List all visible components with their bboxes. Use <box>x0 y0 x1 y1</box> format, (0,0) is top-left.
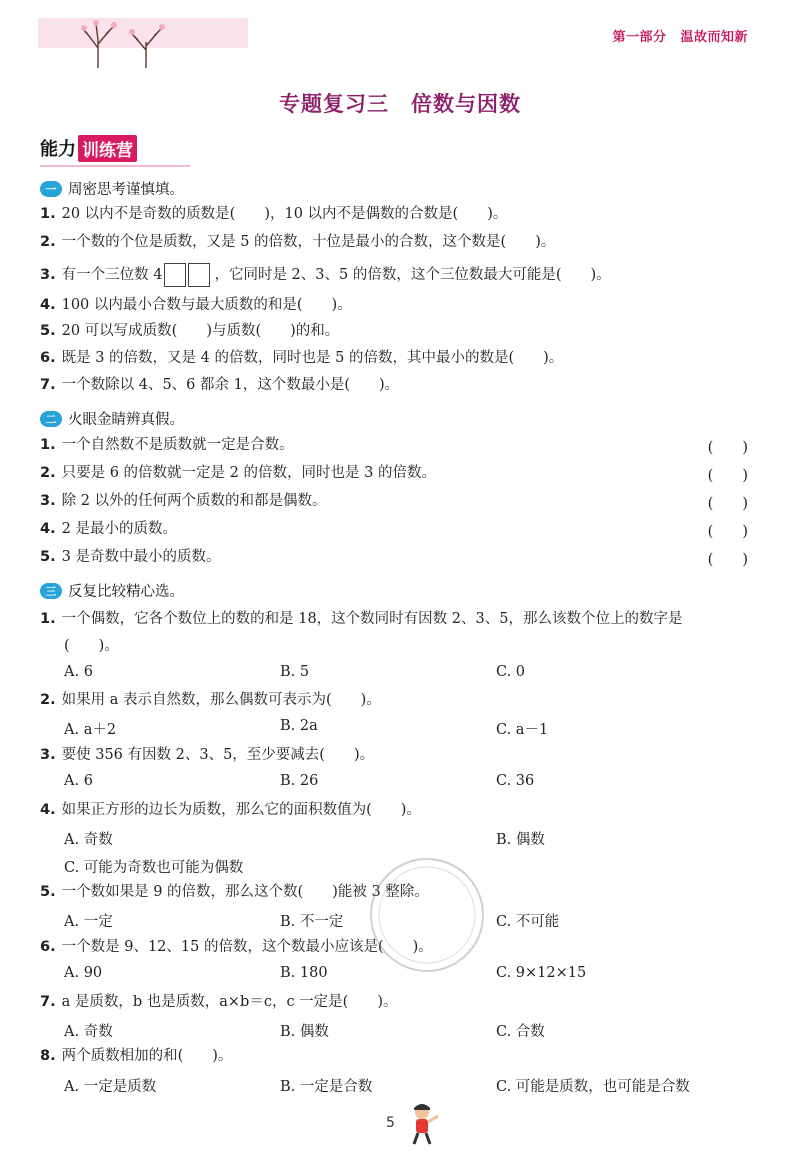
question-number: 8. <box>40 1048 56 1064</box>
option-b: B. 偶数 <box>280 1024 329 1040</box>
option-a: A. 一定 <box>64 914 113 930</box>
question-text: 20 可以写成质数( )与质数( )的和。 <box>61 323 340 339</box>
question <box>40 548 220 566</box>
question <box>40 376 399 394</box>
question-number: 6. <box>40 350 56 366</box>
question-text: ，它同时是 2、3、5 的倍数，这个三位数最大可能是( )。 <box>214 267 611 283</box>
question-continuation: ( )。 <box>64 638 119 654</box>
tree-decoration-icon <box>38 10 248 70</box>
header-part: 第一部分 <box>612 30 667 45</box>
question <box>40 691 381 709</box>
answer-parentheses: ( ) <box>707 496 748 512</box>
question-text: 只要是 6 的倍数就一定是 2 的倍数，同时也是 3 的倍数。 <box>61 465 436 481</box>
option-b: B. 偶数 <box>496 832 545 848</box>
option-a: A. 奇数 <box>64 832 113 848</box>
header-subtitle: 温故而知新 <box>680 30 748 45</box>
question <box>40 993 398 1011</box>
option-a: A. a＋2 <box>64 722 117 738</box>
question-number: 3. <box>40 493 56 509</box>
page-title: 专题复习三 倍数与因数 <box>279 92 521 116</box>
question-number: 3. <box>40 747 56 763</box>
answer-parentheses: ( ) <box>707 524 748 540</box>
option-c: C. 0 <box>496 664 526 680</box>
question-number: 1. <box>40 437 56 453</box>
answer-parentheses: ( ) <box>707 440 748 456</box>
question <box>40 1047 232 1065</box>
camp-divider <box>40 165 190 167</box>
section-heading <box>40 178 184 199</box>
question <box>40 746 374 764</box>
question-text: 要使 356 有因数 2、3、5，至少要减去( )。 <box>61 747 375 763</box>
question-text: 一个偶数，它各个数位上的数的和是 18，这个数同时有因数 2、3、5，那么该数个位上的数字是 <box>61 611 683 627</box>
question-text: 一个数是 9、12、15 的倍数，这个数最小应该是( )。 <box>61 939 433 955</box>
question-text: 如果正方形的边长为质数，那么它的面积数值为( )。 <box>61 802 421 818</box>
question-number: 1. <box>40 611 56 627</box>
header-section-label <box>598 26 748 45</box>
question-number: 5. <box>40 549 56 565</box>
option-a: A. 90 <box>64 965 103 981</box>
option-b: B. 5 <box>280 664 310 680</box>
question-number: 5. <box>40 884 56 900</box>
question-number: 7. <box>40 994 56 1010</box>
question <box>40 492 327 510</box>
option-a: A. 6 <box>64 773 93 789</box>
option-c: C. 合数 <box>496 1024 545 1040</box>
question <box>40 436 294 454</box>
option-b: B. 180 <box>280 965 328 981</box>
option-c: C. 可能是质数，也可能是合数 <box>496 1079 690 1095</box>
option-c: C. 36 <box>496 773 535 789</box>
option-a: A. 6 <box>64 664 93 680</box>
section-heading <box>40 580 184 601</box>
question-number: 1. <box>40 206 56 222</box>
digit-boxes <box>164 263 212 287</box>
question-text: 3 是奇数中最小的质数。 <box>61 549 221 565</box>
question-text: 一个数除以 4、5、6 都余 1，这个数最小是( )。 <box>61 377 400 393</box>
cartoon-figure-icon <box>404 1100 442 1146</box>
question-number: 5. <box>40 323 56 339</box>
question <box>40 464 436 482</box>
question-text: 如果用 a 表示自然数，那么偶数可表示为( )。 <box>61 692 381 708</box>
page-number: 5 <box>386 1115 395 1131</box>
question-text: 2 是最小的质数。 <box>61 521 177 537</box>
section-title: 火眼金睛辨真假。 <box>68 412 184 428</box>
option-b: B. 一定是合数 <box>280 1079 373 1095</box>
question-number: 4. <box>40 521 56 537</box>
question-number: 4. <box>40 297 56 313</box>
option-c: C. 不可能 <box>496 914 560 930</box>
watermark-stamp-icon <box>352 850 502 980</box>
camp-label-a: 能力 <box>40 139 76 160</box>
question <box>40 610 682 628</box>
question-text: 20 以内不是奇数的质数是( )，10 以内不是偶数的合数是( )。 <box>61 206 508 222</box>
question-number: 4. <box>40 802 56 818</box>
question-text: 有一个三位数 4 <box>61 267 163 283</box>
section-title: 反复比较精心选。 <box>68 584 184 600</box>
question <box>40 205 507 223</box>
question <box>40 263 611 287</box>
section-title: 周密思考谨慎填。 <box>68 182 184 198</box>
question-text: 一个数如果是 9 的倍数，那么这个数( )能被 3 整除。 <box>61 884 429 900</box>
option-b: B. 26 <box>280 773 319 789</box>
option-c: C. 9×12×15 <box>496 965 587 981</box>
option-b: B. 2a <box>280 718 318 734</box>
question-text: 两个质数相加的和( )。 <box>61 1048 233 1064</box>
question-text: 一个数的个位是质数，又是 5 的倍数，十位是最小的合数，这个数是( )。 <box>61 234 556 250</box>
option-a: A. 奇数 <box>64 1024 113 1040</box>
question-number: 3. <box>40 267 56 283</box>
section-badge: 三 <box>40 583 62 599</box>
question-number: 2. <box>40 234 56 250</box>
option-b: B. 不一定 <box>280 914 344 930</box>
question-number: 2. <box>40 692 56 708</box>
question-number: 7. <box>40 377 56 393</box>
question-text: 一个自然数不是质数就一定是合数。 <box>61 437 294 453</box>
question-number: 2. <box>40 465 56 481</box>
option-c: C. 可能为奇数也可能为偶数 <box>64 860 244 876</box>
option-c: C. a－1 <box>496 722 549 738</box>
question <box>40 349 563 367</box>
answer-parentheses: ( ) <box>707 468 748 484</box>
camp-label-b: 训练营 <box>78 135 137 162</box>
answer-parentheses: ( ) <box>707 552 748 568</box>
question <box>40 296 352 314</box>
section-badge: 二 <box>40 411 62 427</box>
section-badge: 一 <box>40 181 62 197</box>
question-text: 100 以内最小合数与最大质数的和是( )。 <box>61 297 352 313</box>
question <box>40 233 555 251</box>
question <box>40 801 421 819</box>
option-a: A. 一定是质数 <box>64 1079 157 1095</box>
question <box>40 322 339 340</box>
section-heading <box>40 408 184 429</box>
question <box>40 520 177 538</box>
training-camp-label <box>40 134 137 162</box>
question-text: 除 2 以外的任何两个质数的和都是偶数。 <box>61 493 327 509</box>
question-text: 既是 3 的倍数，又是 4 的倍数，同时也是 5 的倍数，其中最小的数是( )。 <box>61 350 564 366</box>
question-number: 6. <box>40 939 56 955</box>
question-text: a 是质数，b 也是质数，a×b＝c，c 一定是( )。 <box>61 994 398 1010</box>
